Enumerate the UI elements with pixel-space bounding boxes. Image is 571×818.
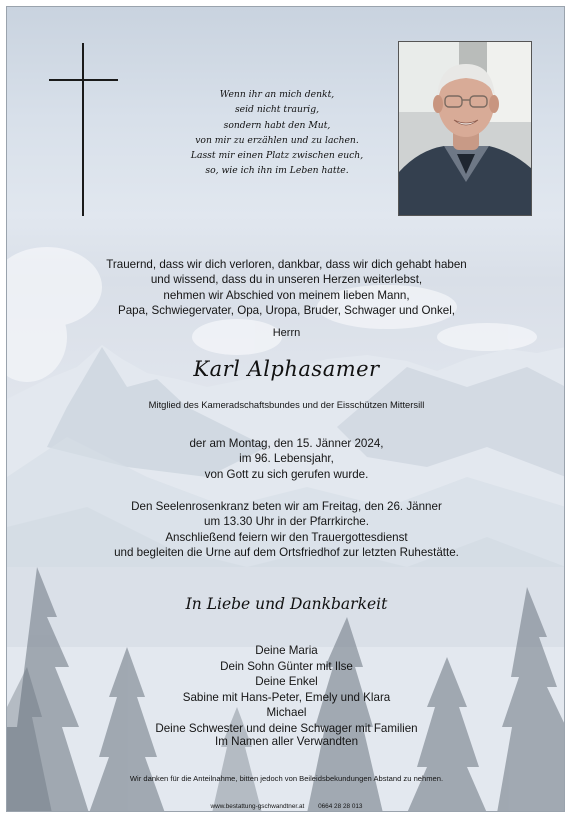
- family-member: Deine Schwester und deine Schwager mit Familien: [155, 721, 418, 735]
- phone-number: 0664 28 28 013: [318, 803, 363, 810]
- salutation: Herrn: [272, 327, 301, 339]
- poem-line: seid nicht traurig,: [234, 104, 320, 116]
- portrait-photo: [398, 41, 532, 216]
- death-info-line: im 96. Lebensjahr,: [239, 452, 334, 466]
- intro-text: [7, 257, 565, 319]
- family-list: [7, 643, 565, 736]
- relatives-line: Im Namen aller Verwandten: [214, 735, 359, 748]
- membership-line: Mitglied des Kameradschaftsbundes und der Eisschützen Mittersill: [148, 399, 425, 410]
- poem-line: so, wie ich ihn im Leben hatte.: [205, 165, 349, 177]
- death-info: [7, 436, 565, 482]
- thanks-note: Wir danken für die Anteilnahme, bitten jedoch von Beileidsbekundungen Abstand zu nehmen.: [129, 774, 444, 783]
- family-member: Deine Enkel: [255, 675, 318, 688]
- ceremony-line: um 13.30 Uhr in der Pfarrkirche.: [204, 515, 369, 529]
- ceremony-line: Anschließend feiern wir den Trauergottesdienst: [165, 530, 408, 544]
- intro-line: Trauernd, dass wir dich verloren, dankbar, dass wir dich gehabt haben: [106, 258, 467, 271]
- memorial-poem: [157, 87, 397, 179]
- cross-horizontal-bar: [49, 79, 118, 81]
- death-info-line: von Gott zu sich gerufen wurde.: [204, 467, 369, 481]
- ceremony-info: [7, 499, 565, 560]
- poem-line: Lasst mir einen Platz zwischen euch,: [190, 150, 364, 162]
- death-info-line: der am Montag, den 15. Jänner 2024,: [189, 437, 384, 450]
- family-member: Dein Sohn Günter mit Ilse: [220, 659, 353, 673]
- poem-line: sondern habt den Mut,: [223, 119, 331, 131]
- deceased-name: Karl Alphasamer: [193, 357, 380, 381]
- parte-card: [6, 6, 565, 812]
- ceremony-line: Den Seelenrosenkranz beten wir am Freitag, den 26. Jänner: [131, 500, 442, 513]
- closing-phrase: In Liebe und Dankbarkeit: [185, 595, 388, 613]
- intro-line: Papa, Schwiegervater, Opa, Uropa, Bruder, Schwager und Onkel,: [117, 304, 456, 318]
- footer: [7, 803, 565, 810]
- poem-line: von mir zu erzählen und zu lachen.: [195, 134, 359, 146]
- family-member: Deine Maria: [255, 644, 318, 657]
- family-member: Michael: [266, 706, 307, 719]
- ceremony-line: und begleiten die Urne auf dem Ortsfriedhof zur letzten Ruhestätte.: [114, 545, 459, 559]
- website-link[interactable]: www.bestattung-gschwandtner.at: [210, 803, 305, 810]
- intro-line: und wissend, dass du in unseren Herzen weiterlebst,: [150, 273, 423, 287]
- family-member: Sabine mit Hans-Peter, Emely und Klara: [182, 690, 391, 704]
- poem-line: Wenn ihr an mich denkt,: [219, 89, 335, 100]
- cross-vertical-bar: [82, 43, 84, 216]
- intro-line: nehmen wir Abschied von meinem lieben Mann,: [163, 288, 410, 302]
